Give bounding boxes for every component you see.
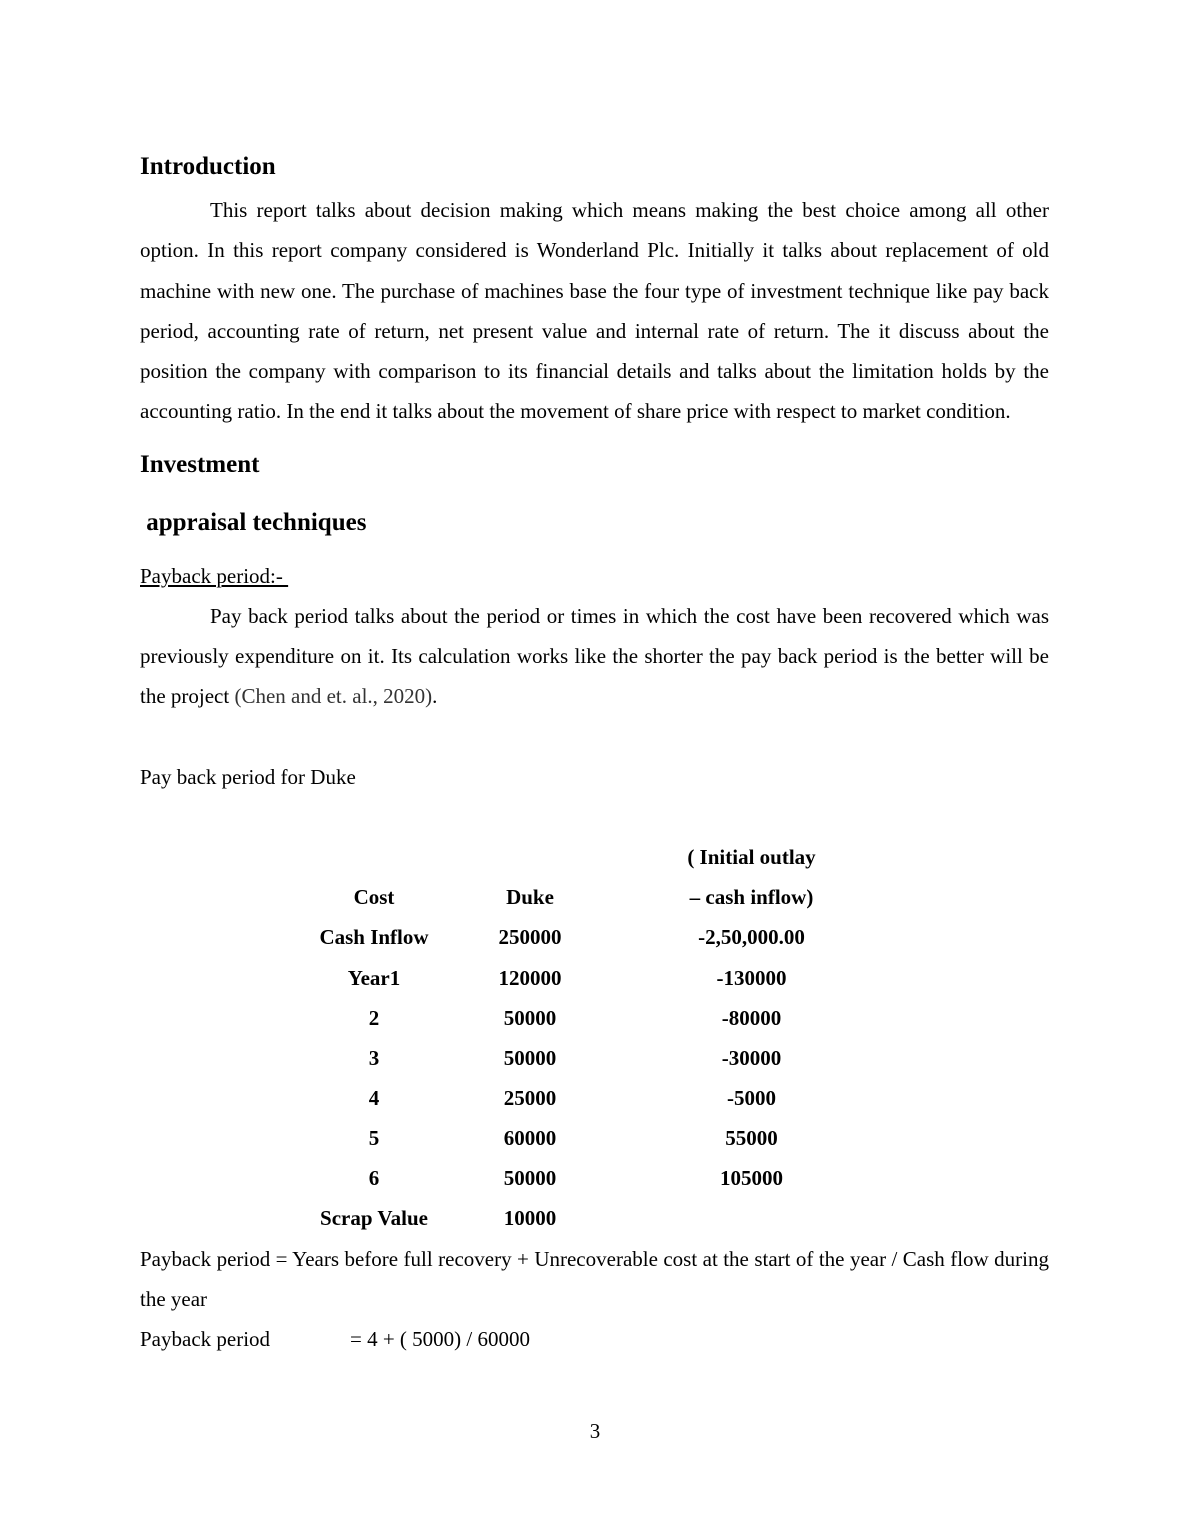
cell-label: Year1 (347, 965, 401, 990)
cell-duke: 25000 (503, 1085, 557, 1110)
cell-duke: 50000 (503, 1005, 557, 1030)
cell-balance: 105000 (720, 1165, 783, 1190)
cell-duke: 120000 (498, 965, 562, 990)
cell-label: 2 (368, 1005, 380, 1030)
table-row (306, 1038, 885, 1078)
payback-table (306, 838, 885, 1239)
calc-value: = 4 + ( 5000) / 60000 (350, 1326, 531, 1351)
header-duke: Duke (506, 885, 554, 910)
payback-subheading: Payback period:- (140, 563, 289, 588)
table-row (306, 1118, 885, 1158)
intro-paragraph: This report talks about decision making which means making the best choice among all other option. In this report company considered is Wonderland Plc. Initially it talks about replacement of old machine with new one. The purchase of machines base the four type of investment technique like pay back period, accounting rate of return, net present value and internal rate of return. The it discuss about the position the company with comparison to its financial details and talks about the limitation holds by the accounting ratio. In the end it talks about the movement of share price with respect to market condition. (140, 198, 1049, 424)
payback-paragraph (140, 596, 1049, 717)
table-header-row (306, 878, 885, 918)
payback-paragraph-text: Pay back period talks about the period or times in which the cost have been recovered which was previously expenditure on it. Its calculation works like the shorter the pay back period is the better will be the project (140, 603, 1049, 709)
cell-duke: 50000 (503, 1165, 557, 1190)
table-row (306, 1078, 885, 1118)
payback-formula: Payback period = Years before full recovery + Unrecoverable cost at the start of the year / Cash flow during the year (140, 1246, 1049, 1311)
table-caption: Pay back period for Duke (140, 764, 356, 789)
citation: (Chen and et. al., 2020) (234, 684, 433, 709)
cell-balance: -80000 (721, 1005, 782, 1030)
payback-paragraph-end: . (432, 684, 438, 709)
header-cost: Cost (353, 885, 395, 910)
table-header-row-top (306, 838, 885, 878)
heading-investment: Investment (140, 450, 260, 478)
page-number: 3 (589, 1419, 601, 1443)
cell-balance (618, 1199, 885, 1239)
cell-duke: 250000 (498, 925, 562, 950)
cell-label: 5 (368, 1125, 380, 1150)
cell-balance: -5000 (727, 1085, 776, 1110)
cell-duke: 10000 (503, 1206, 557, 1231)
header-initial-outlay: ( Initial outlay (687, 845, 816, 870)
cell-balance: -130000 (716, 965, 787, 990)
calc-label: Payback period (140, 1326, 271, 1351)
cell-balance: -30000 (721, 1045, 782, 1070)
header-cash-inflow: – cash inflow) (689, 885, 814, 910)
payback-calculation (140, 1319, 1049, 1359)
page-content (140, 148, 1049, 1359)
cell-label: Cash Inflow (319, 925, 429, 950)
heading-appraisal-techniques: appraisal techniques (140, 508, 367, 536)
cell-duke: 60000 (503, 1125, 557, 1150)
cell-duke: 50000 (503, 1045, 557, 1070)
heading-introduction: Introduction (140, 153, 276, 180)
cell-label: 4 (368, 1085, 380, 1110)
cell-label: Scrap Value (320, 1206, 428, 1231)
table-row (306, 1158, 885, 1198)
cell-balance: -2,50,000.00 (698, 925, 805, 950)
table-row (306, 958, 885, 998)
table-row (306, 918, 885, 958)
cell-label: 3 (368, 1045, 380, 1070)
table-row (306, 998, 885, 1038)
table-row (306, 1199, 885, 1239)
cell-balance: 55000 (725, 1125, 778, 1150)
cell-label: 6 (368, 1165, 380, 1190)
